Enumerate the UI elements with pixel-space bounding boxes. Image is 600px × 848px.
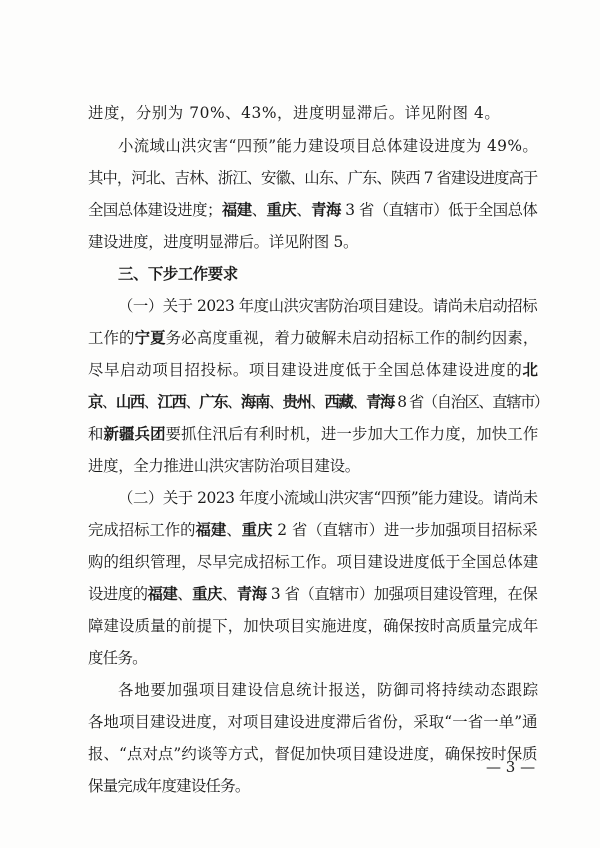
text-segment: 、 bbox=[143, 393, 158, 411]
text-line bbox=[88, 168, 537, 188]
text-line bbox=[118, 296, 537, 316]
text-segment: 、 bbox=[296, 201, 312, 219]
text-line bbox=[88, 103, 500, 123]
bold-text: 重庆 bbox=[266, 201, 297, 219]
text-segment: 3 省（直辖市）加强项目建设管理，在保 bbox=[266, 585, 538, 603]
text-line bbox=[88, 392, 548, 412]
text-line bbox=[118, 488, 538, 508]
text-segment: 要抓住汛后有利时机，进一步加大工作力度，加快工作 bbox=[165, 425, 539, 443]
text-line bbox=[88, 520, 538, 540]
bold-text: 新疆兵团 bbox=[103, 425, 166, 443]
text-segment: 和 bbox=[88, 425, 104, 443]
text-line bbox=[88, 712, 538, 732]
text-segment: 各地要加强项目建设信息统计报送，防御司将持续动态跟踪 bbox=[118, 681, 539, 699]
text-segment: 3 省（直辖市）低于全国总体 bbox=[340, 201, 538, 219]
bold-text: 北 bbox=[522, 361, 539, 379]
bold-text: 广东 bbox=[199, 393, 228, 411]
text-segment: 建设进度，进度明显滞后。详见附图 5。 bbox=[88, 233, 359, 251]
text-segment: 务必高度重视，着力破解未启动招标工作的制约因素， bbox=[165, 329, 539, 347]
text-segment: 、 bbox=[227, 393, 241, 411]
bold-text: 京 bbox=[88, 393, 102, 411]
text-segment: 尽早启动项目招投标。项目建设进度低于全国总体建设进度的 bbox=[88, 361, 523, 379]
bold-text: 贵州 bbox=[282, 393, 311, 411]
text-segment: 、 bbox=[101, 393, 116, 411]
bold-text: 江西 bbox=[157, 393, 186, 411]
bold-text: 青海 bbox=[311, 201, 341, 219]
bold-text: 重庆 bbox=[192, 585, 222, 603]
bold-text: 福建 bbox=[195, 521, 227, 539]
text-segment: 、 bbox=[177, 585, 193, 603]
text-line bbox=[88, 648, 147, 668]
text-line bbox=[88, 360, 539, 380]
text-segment: 完成招标工作的 bbox=[88, 521, 196, 539]
text-segment: 购的组织管理，尽早完成招标工作。项目建设进度低于全国总体建 bbox=[88, 553, 539, 571]
text-segment: （二）关于 2023 年度小流域山洪灾害“四预”能力建设。请尚未 bbox=[118, 489, 538, 507]
text-line bbox=[88, 616, 538, 636]
text-line bbox=[88, 456, 360, 476]
text-line bbox=[88, 552, 538, 572]
text-segment: 其中，河北、吉林、浙江、安徽、山东、广东、陕西 7 省建设进度高于 bbox=[88, 169, 538, 187]
text-line bbox=[88, 328, 538, 348]
bold-text: 三、下步工作要求 bbox=[118, 265, 238, 283]
text-segment: 、 bbox=[352, 393, 367, 411]
text-segment: 、 bbox=[185, 393, 200, 411]
text-line bbox=[88, 424, 538, 444]
bold-text: 西藏 bbox=[324, 393, 353, 411]
text-line bbox=[118, 680, 539, 700]
bold-text: 山西 bbox=[115, 393, 144, 411]
text-segment: 进度，分别为 70%、43%，进度明显滞后。详见附图 4。 bbox=[88, 104, 501, 122]
bold-text: 海南 bbox=[240, 393, 269, 411]
text-segment: 障建设质量的前提下，加快项目实施进度，确保按时高质量完成年 bbox=[88, 617, 539, 635]
text-segment: 、 bbox=[226, 521, 242, 539]
bold-text: 福建 bbox=[147, 585, 178, 603]
text-segment: 、 bbox=[251, 201, 267, 219]
text-segment: 、 bbox=[268, 393, 283, 411]
text-segment: 小流域山洪灾害“四预”能力建设项目总体建设进度为 49%。 bbox=[118, 137, 539, 155]
text-segment: （一）关于 2023 年度山洪灾害防治项目建设。请尚未启动招标 bbox=[118, 297, 538, 315]
text-line bbox=[88, 232, 358, 252]
text-segment: 保量完成年度建设任务。 bbox=[88, 777, 250, 795]
section-heading bbox=[118, 264, 238, 284]
text-line bbox=[88, 200, 537, 220]
text-segment: 各地项目建设进度，对项目建设进度滞后省份，采取“一省一单”通 bbox=[88, 713, 538, 731]
text-segment: 全国总体建设进度； bbox=[88, 201, 222, 219]
text-line bbox=[118, 136, 538, 156]
text-line bbox=[88, 776, 250, 796]
bold-text: 福建 bbox=[221, 201, 252, 219]
text-segment: 2 省（直辖市）进一步加强项目招标采 bbox=[272, 521, 538, 539]
bold-text: 重庆 bbox=[241, 521, 273, 539]
text-line bbox=[88, 584, 537, 604]
bold-text: 宁夏 bbox=[134, 329, 166, 347]
text-segment: 、 bbox=[310, 393, 325, 411]
text-segment: 设进度的 bbox=[88, 585, 148, 603]
text-segment: 、 bbox=[221, 585, 237, 603]
bold-text: 青海 bbox=[236, 585, 267, 603]
text-segment: 8 省（自治区、直辖市） bbox=[393, 393, 548, 411]
text-line bbox=[88, 744, 538, 764]
text-segment: 工作的 bbox=[88, 329, 135, 347]
text-segment: 度任务。 bbox=[88, 649, 147, 667]
bold-text: 青海 bbox=[366, 393, 394, 411]
text-segment: 报、“点对点”约谈等方式，督促加快项目建设进度，确保按时保质 bbox=[88, 745, 538, 763]
text-segment: 进度，全力推进山洪灾害防治项目建设。 bbox=[88, 457, 360, 475]
page-number: — 3 — bbox=[486, 758, 536, 776]
